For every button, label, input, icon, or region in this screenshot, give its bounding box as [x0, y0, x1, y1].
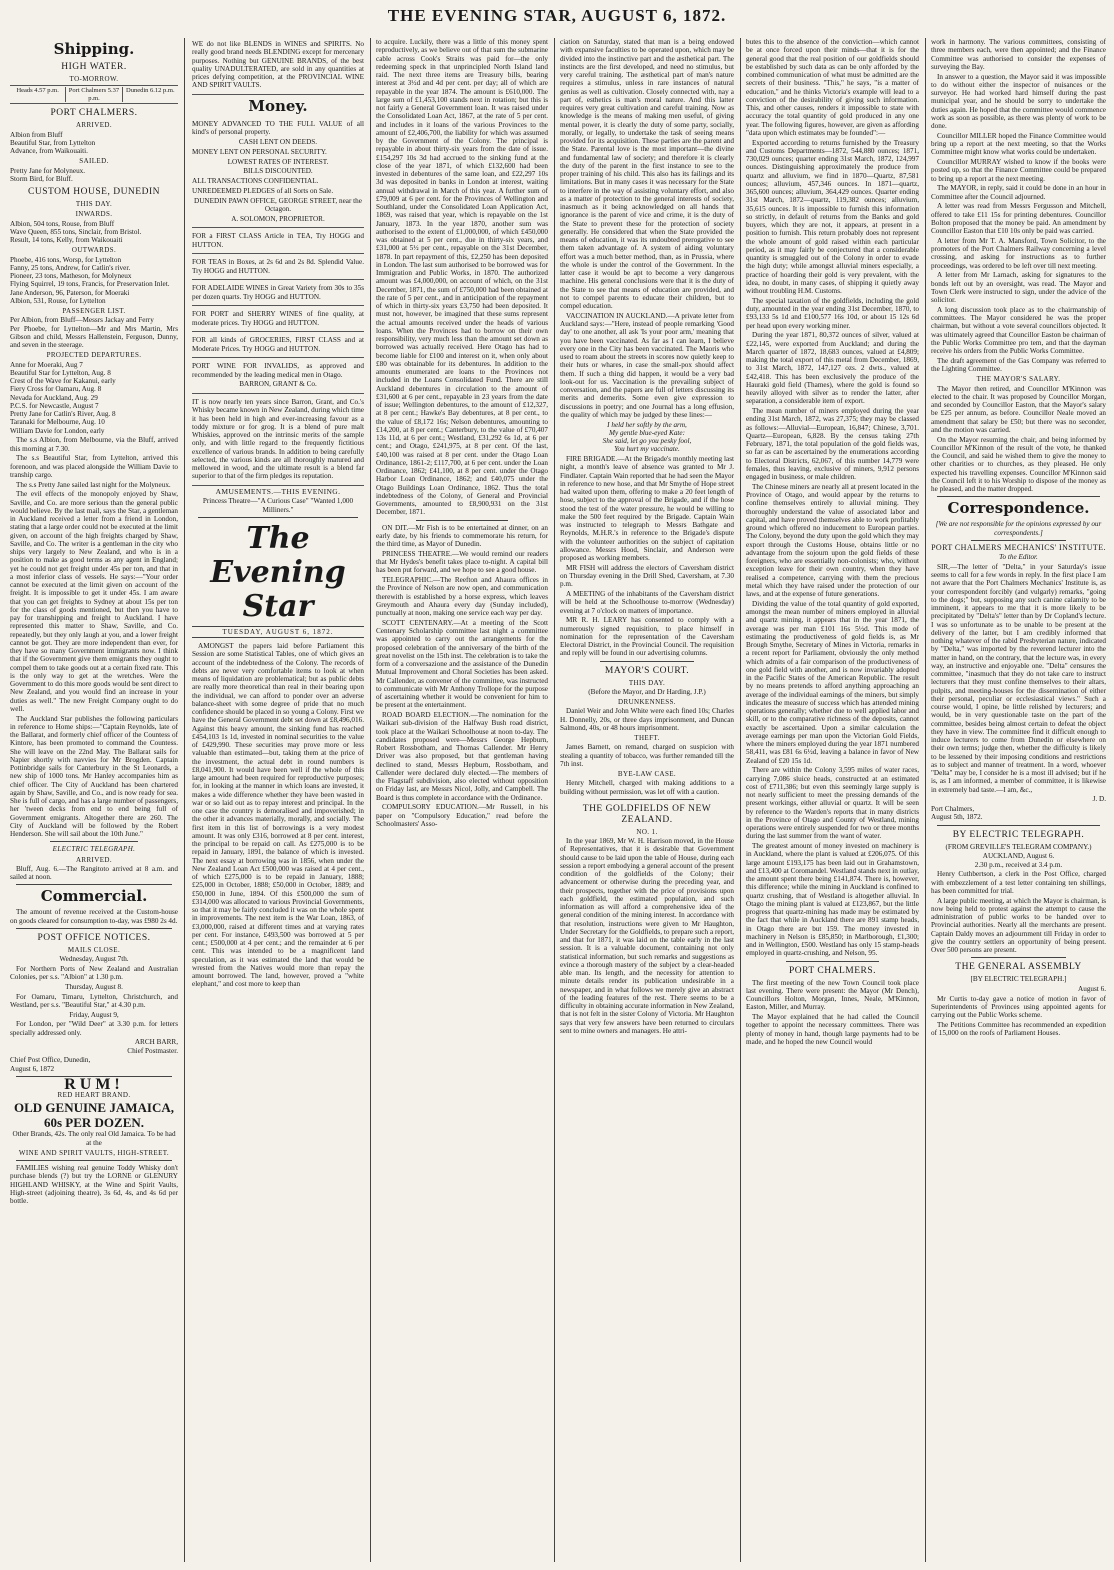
news-paragraph: The s.s Albion, from Melbourne, via the Bluff, arrived this morning at 7.30.: [10, 436, 178, 453]
this-day-label: THIS DAY.: [75, 200, 113, 208]
money-ad-line: DUNEDIN PAWN OFFICE, GEORGE STREET, near the Octagon.: [194, 196, 362, 213]
groceries-ad: [192, 334, 364, 358]
council-paragraph: Councillor MURRAY wished to know if the books were posted up, so that the Finance Committee could be prepared to bring up a report at the next meeting.: [931, 158, 1106, 183]
news-paragraph: MR R. H. LEARY has consented to comply with a numerously signed requisition, to place himself in nomination for the representation of the Caversham Electoral District, in the Provincial Council. The requisition and reply will be found in our advertising columns.: [560, 616, 734, 658]
money-ad-line: CASH LENT ON DEEDS.: [238, 138, 318, 146]
news-paragraph: The evil effects of the monopoly enjoyed by Shaw, Saville, and Co. are more serious than the general public would believe. By the last mail, says the Star, a gentleman in Auckland received a letter from a friend in London, stating that a large order could not be executed at the limit given, on account of the high freights charged by Shaw, Saville, and Co. The writer is a gentleman in the city who ships very largely to New Zealand, and who is in a position to make as good terms as any agent in England; yet he could not get freight under 45s per ton, and that in a most inferior class of vessels. He says:—"Your order cannot be executed at the limit given on account of the freight. It is impossible to get it under 45s. I am aware that you can get freights to Sydney at about 15s per ton for the class of goods mentioned, but then you have to pay for transhipping and freight to Auckland. I have represented this matter to Shaw, Saville, and Co. repeatedly, but they only laugh at you, and a lower freight cannot be got. They are more independent than ever, for they have so many Government immigrants now. I think that if the Government give them emigrants they ought to compel them to take goods out at a certain fixed rate. This is the only way to get at the wretches. Were the Government to do this more goods would be sent direct to New Zealand, and you would find an increase in your duties as well." The new Freight Company ought to do well.: [10, 490, 178, 713]
outwards-heading: OUTWARDS.: [71, 246, 117, 255]
barron-signature: BARRON, GRANT & Co.: [239, 380, 317, 389]
council-continued: work in harmony. The various committees, consisting of three members each, were then appointed; and the Finance Committee was authorised to consider the expenses of surveying the Bay.: [931, 38, 1106, 71]
tomorrow-label: TO-MORROW.: [69, 75, 119, 83]
rum-vaults: WINE AND SPIRIT VAULTS, HIGH-STREET.: [18, 1148, 170, 1157]
post-office-place: Chief Post Office, Dunedin, August 6, 1872: [10, 1056, 91, 1073]
telegraph-source: (FROM GREVILLE'S TELEGRAM COMPANY.): [945, 842, 1092, 851]
news-paragraph: SCOTT CENTENARY.—At a meeting of the Scott Centenary Scholarship committee last night a committee was appointed to carry out the arrangements for the proposed celebration of the anniversary of the birth of the great novelist on the 15th inst. The celebration is to take the form of a conversazione and the assistance of the Dunedin Mutual Improvement and Choral Societies has been asked. Mr Callender, as convener of the committee, was instructed to communicate with Mr Anthony Trollope for the purpose of ascertaining whether it would be convenient for him to be present at the entertainment.: [376, 618, 548, 710]
goldfields-paragraph: The mean number of miners employed during the year ending 31st March, 1872, was 27,375; they may be classed as follows:—Alluvial—European, 16,847; Chinese, 3,701. Quartz—European, 6,828. By the census taking 27th February, 1871, the total population of the gold fields was, so far as can be ascertained by the enumerations according to Electoral Districts, 62,067, of this number 14,779 were females, thus leaving, exclusive of miners, 9,912 persons engaged in business, or male children.: [746, 407, 919, 481]
goldfields-heading: THE GOLDFIELDS OF NEW ZEALAND.: [582, 803, 712, 825]
wines-ad: [192, 308, 364, 332]
general-assembly-source: [BY ELECTRIC TELEGRAPH.]: [970, 975, 1067, 984]
column-1: [10, 38, 178, 1562]
council-paragraph: The MAYOR, in reply, said it could be done in an hour in Committee after the Council adjourned.: [931, 184, 1106, 201]
council-paragraph: The Mayor explained that he had called the Council together to appoint the necessary committees. There was plenty of money in hand, though large payments had to be made, and he hoped the new Council would: [746, 1013, 919, 1046]
rum-brand: RED HEART BRAND.: [57, 1091, 131, 1099]
column-rule: [370, 38, 371, 1562]
telegraph-heading: ELECTRIC TELEGRAPH.: [52, 845, 136, 854]
news-paragraph: MR FISH will address the electors of Caversham district on Thursday evening in the Drill Shed, Caversham, at 7.30 p.m.: [560, 563, 734, 589]
goldfields-paragraph: The special taxation of the goldfields, including the gold duty, amounted in the year ending 31st December, 1870, to £93,133 5s 1d and £100,577 16s 10d, or about 15 12s 6d per head upon every working miner.: [746, 296, 919, 330]
rum-price: 60s PER DOZEN.: [43, 1115, 145, 1131]
column-rule: [925, 38, 926, 1562]
council-paragraph: The Mayor then retired, and Councillor M'Kinnon was elected to the chair. It was proposed by Councillor Morgan, and seconded by Councillor Easton, that the Mayor's salary be £25 per annum, as before. Councillor Neale moved an amendment that salary be £50; but there was no seconder, and the motion was carried.: [931, 384, 1106, 434]
news-paragraph: The s.s Beautiful Star, from Lyttelton, arrived this forenoon, and was placed alongside the William Davie to tranship cargo.: [10, 454, 178, 479]
goldfields-paragraph: Dividing the value of the total quantity of gold exported, amongst the mean number of miners employed in alluvial and quartz mining, it appears that in the year 1871, the average was per man £101 16s 5½d. This mode of estimating the productiveness of gold fields is, as Mr Brough Smythe, Secretary of Mines in Victoria, remarks in a recent report for Parliament, obviously the only method which admits of a fair comparison of the productiveness of one gold field with another, and is now invariably adopted in the Pacific States of the American Republic. The result by no means pretends to afford anything approaching an average of the individual earnings of the miners, but simply indicates the measure of success which has attended mining operations generally; whether due to well applied labor and skill, or to the comparative richness of the deposits, cannot exactly be ascertained. Upon a similar calculation the average earnings per man upon the Victorian Gold Fields, where the miners employed during the year 1871 numbered 58,411, was £81 6s 6½d, leaving a balance in favor of New Zealand of £20 15s 1d.: [746, 599, 919, 765]
arrived-list: Albion from Bluff Beautiful Star, from Lyttelton Advance, from Waikouaiti.: [10, 130, 96, 155]
theft-heading: THEFT.: [634, 734, 660, 742]
news-paragraph: ROAD BOARD ELECTION.—The nomination for the Waikari sub-division of the Halfway Bush road district, took place at the Waikari Schoolhouse at noon to-day. The candidates proposed were—Messrs George Hepburn, Robert Rossbotham, and Thomas Callender. Mr Henry Driver was also proposed, but that gentleman having declined to stand, Messrs Hepburn, Rossbotham, and Callender were declared duly elected.—The members of the Flagstaff subdivision, also elected without opposition on Friday last, are Messrs Nicol, Jolly, and Campbell. The Board is thus complete in accordance with the Ordinance.: [376, 711, 548, 802]
goldfields-paragraph: The Chinese miners are nearly all at present located in the Province of Otago, and would appear by the returns to confine themselves entirely to alluvial mining. They thoroughly understand the value of associated labor and capital, and have proved themselves able to work profitably ground which offered no inducement to European parties. The Colony, beyond the duty upon the gold which they may export through the Customs House, obtains little or no advantage from the sojourn upon the gold fields of these foreigners, who are essentially non-colonists; who, without exception leave for their own country, when they have realised a competence, carrying with them the precious metal which they have raised under the protection of our laws, and at the expense of future generations.: [746, 482, 919, 598]
tide-table: [10, 85, 178, 104]
poem: I held her softly by the arm, My gentle blue-eyed Kate: She said, let go you pesky fool, You hurt my vaccinate.: [602, 420, 692, 454]
port-wine-ad: [192, 360, 364, 394]
rum-title: OLD GENUINE JAMAICA,: [14, 1100, 174, 1116]
page-masthead: THE EVENING STAR, AUGUST 6, 1872.: [387, 6, 727, 25]
telegraph-arrived: ARRIVED.: [75, 855, 113, 864]
column-5: [746, 38, 919, 1562]
inwards-list: Albion, 504 tons, Rouse, from Bluff Wave Queen, 855 tons, Sinclair, from Bristol. Result, 14 tons, Kelly, from Waikouaiti: [10, 219, 142, 244]
divider: [50, 841, 138, 842]
correspondence-heading: Correspondence.: [947, 499, 1090, 518]
general-assembly-item: Mr Curtis to-day gave a notice of motion in favor of Superintendents of Provinces using appointed agents for carrying out the Public Works scheme.: [931, 994, 1106, 1020]
commercial-heading: Commercial.: [40, 887, 148, 906]
post-notice: For Northern Ports of New Zealand and Australian Colonies, per s.s. "Albion" at 1.30 p.m.: [10, 964, 178, 981]
whisky-ad: FAMILIES wishing real genuine Toddy Whisky don't purchase blends (?) but try the LORNE or GLENURY HIGHLAND WHISKY, at the Wine and Spirit Vaults, High-street (adjoining theatre), 3s 6d, 4s, and 4s 6d per bottle.: [10, 1164, 178, 1205]
post-date: Friday, August 9,: [69, 1010, 119, 1019]
money-ad: [192, 118, 364, 228]
projected-list: Anne for Moeraki, Aug 7 Beautiful Star for Lyttelton, Aug. 8 Crest of the Wave for Kakanui, early Fiery Cross for Oamaru, Aug. 8 Nevada for Auckland, Aug. 29 P.C.S. for Newcastle, August 7 Pretty Jane for Catlin's River, Aug. 8 Taranaki for Melbourne, Aug. 10 William Davie for London, early: [10, 360, 116, 435]
news-paragraph: VACCINATION IN AUCKLAND.—A private letter from Auckland says:—"Here, instead of people remarking 'Good day' to one another, all ask 'Is your poor arm,' meaning that you have been vaccinated. As far as I can learn, I believe every one in the City has been vaccinated. The Maoris who used to roam about the streets in scores now quietly keep to their huts or whares, in case the small-pox should affect them. If such a thing did happen, it would be a very bad look-out for us. Vaccination is the prevailing subject of conversation, and the papers are full of letters discussing its merits and demerits. Some even give expression to discussions in poetry; and one Journal has a long effusion, the quality of which may be judged by these lines:—: [560, 311, 734, 419]
money-ad-line: BILLS DISCOUNTED.: [243, 167, 313, 176]
goldfields-paragraph: There are within the Colony 3,595 miles of water races, carrying 7,086 sluice heads, constructed at an estimated cost of £711,386; but even this seemingly large supply is not nearly sufficient to meet the pressing demands of the present workings, either alluvial or quartz. It will be seen by reference to the Warden's reports that in many districts in the Province of Otago and County of Westland, mining operations were entirely suspended for two or three months during the last summer from the want of water.: [746, 766, 919, 841]
general-assembly-item: The Petitions Committee has recommended an expedition of 15,000 on the roofs of Parliament Houses.: [931, 1021, 1106, 1038]
projected-heading: PROJECTED DEPARTURES.: [46, 351, 142, 360]
column-4: [560, 38, 734, 1562]
money-ad-line: MONEY ADVANCED TO THE FULL VALUE of all kind's of personal property.: [192, 120, 364, 137]
leader-article-continued: to acquire. Luckily, there was a little of this money spent reproductively, as we believe out of that sum the submarine cable across Cook's Straits was paid for—the only redeeming speck in that unprincipled North Island land raid. The next three items are Treasury bills, bearing interest at 3½d and 4d per cent. per day; all of which are repayable in the year 1874. The amount is £610,000. The large sum of £1,453,100 stands next in rotation; but this is not fairly a General Government loan. It was raised under the Consolidated Loan Act, 1867, at the rate of 5 per cent. and includes in it loans of the various Provinces to the amount of £2,406,700, the liability for which was assumed by the Government of the Colony. The principal is repayable in about thirty-six years from the date of issue. £154,297 10s 3d had accrued to the sinking fund at the close of the year 1871, of which £132,600 had been invested in debentures of the same loan, and £22,297 10s 3d was deposited in banks in London at interest, waiting annual withdrawal in March of this year. A further sum of £79,009 at 6 per cent. for the Provinces of Wellington and Southland, under the Consolidated Loan Application Act, 1869, was raised that year, which is repayable on the 1st January, 1873. In the year 1870, another sum was authorised to the extent of £1,000,000, of which £450,000 was obtained at 5 per cent., due in thirty-six years, and £31,000 at 5½ per cent., repayable on the 31st December, 1878. In part repayment of this, £2,250 has been deposited in London. The last sum authorised to be borrowed was for Immigration and Public Works, in 1870. The authorized amount was £4,000,000, on account of which, on the 31st December, 1871, the sum of £750,000 had been obtained at the rate of 5 per cent., and in anticipation of the repayment of which in thirty-six years £3,750 had been deposited. It must not, however, be imagined that these sums represent the actual amounts received under the heads of various loans. When the Provinces had to borrow on their own responsibility, very much less than the amount set down as borrowed was actually received. Here Otago has had to become liable for £100 and interest on it, when only about £80 was obtainable for its debentures. In addition to the amounts enumerated are loans to the Provinces not included in the Loans Consolidated Fund. There are still Auckland debentures in circulation to the amount of £31,600 at 6 per cent., repayable in 23 years from the date of issue; Wellington debentures, to the amount of £12,327, at 8 per cent.; Hawke's Bay debentures, at 8 per cent., to the value of £8,172 16s; Nelson debentures, amounting to £14,200, at 8 per cent.; Canterbury, to the value of £70,407 13s 11d, at 6 per cent.; Westland, £31,292 6s 1d, at 6 per cent.; and Otago, £241,975, at 8 per cent. Of the last, £40,100 was raised at 8 per cent. under the Otago Loan Ordinance, 1861-2; £117,700, at 6 per cent. under the Loan Ordinance, 1862; £41,100, at 8 per cent. under the Otago Harbor Loan Ordinance, 1862; and £40,075 under the Otago Buildings Loan Ordinance, 1862. Thus the total indebtedness of the Colony, of General and Provincial Governments, amounted to £8,900,931 on the 31st December, 1871.: [376, 38, 548, 517]
shipping-heading: Shipping.: [53, 40, 135, 58]
money-heading: Money.: [248, 97, 308, 115]
postmaster-signature: ARCH BARR, Chief Postmaster.: [127, 1038, 178, 1055]
goldfields-paragraph: Exported according to returns furnished by the Treasury and Customs Departments—1872, 544,880 ounces; 1871, 730,029 ounces; quarter ending 31st March, 1872, 124,997 ounces. Distinguishing approximately the produce from quartz and alluvium, we find in 1870—Quartz, 87,581 ounces; alluvium, 457,346 ounces. In 1871—quartz, 365,600 ounces; alluvium, 364,429 ounces. Quarter ending 31st March, 1872—quartz, 119,382 ounces; alluvium, 35,615 ounces. It is impossible to furnish this information so strictly, in default of returns from the Banks and gold buyers, which they are not, it appears, at present in a position to furnish. This return probably does not represent the whole amount of gold raised within each particular period, as it may fairly be conjectured that a considerable quantity is smuggled out of the Colony in order to evade the high duty; while amongst alluvial miners especially, a practice of hoarding their gold is very prevalent, with the idea, no doubt, in many cases, of shipping it quietly away without troubling H.M. Customs.: [746, 138, 919, 295]
council-paragraph: Councillor MILLER hoped the Finance Committee would bring up a report at the next meeting, so that the Works Committee might know what works could be undertaken.: [931, 131, 1106, 157]
passenger-list: Per Albion, from Bluff—Messrs Jackay and Ferry Per Phoebe, for Lyttelton—Mr and Mrs Martin, Mrs Gibson and child, Messrs Hallenstein, Ferguson, Dunny, and seven in the steerage.: [10, 316, 178, 349]
tide-heads: Heads 4.57 p.m.: [10, 87, 66, 102]
rum-ad-heading: RUM!: [64, 1075, 124, 1093]
council-paragraph: The first meeting of the new Town Council took place last evening. There were present: the Mayor (Mr Dench), Councillors Holton, Morgan, Innes, Neale, M'Kinnon, Easton, Miller, and Murray.: [746, 978, 919, 1012]
council-paragraph: On the Mayor resuming the chair, and being informed by Councillor M'Kinnon of the result of the vote, he thanked the Council, and said he wished them to give the money to other charities or to churches, as they pleased. He only expected his travelling expenses. Councillor M'Kinnon said the Council left it to his Worship to dispose of the money as he pleased, and the matter dropped.: [931, 435, 1106, 493]
wines-ad-text: FOR PORT and SHERRY WINES of fine quality, at moderate prices. Try HOGG and HUTTON.: [192, 310, 364, 327]
high-water-heading: HIGH WATER.: [61, 62, 127, 72]
post-date: Wednesday, August 7th.: [59, 955, 129, 963]
council-paragraph: A letter from Mr T. A. Mansford, Town Solicitor, to the promoters of the Port Chalmers Railway concerning a level crossing, and asking for instructions as to further proceedings, was ordered to be left over till next meeting.: [931, 236, 1106, 270]
column-2: [192, 38, 364, 1562]
news-paragraph: FIRE BRIGADE.—At the Brigade's monthly meeting last night, a month's leave of absence was granted to Mr J. Findlater. Captain Wain reported that he had seen the Mayor in reference to new hose, and that Mr Smythe of Hope street had waited upon them, offering to make a 20 feet length of hose, subject to the approval of the Brigade, and if the hose stood the test of the water pressure, he would be willing to make the 500 feet required by the Brigade. Captain Wain was instructed to telegraph to Messrs Bathgate and Reynolds, M.H.R.'s in reference to the Brigade's dispute with the volunteer authorities on the subject of capitation allowance. Messrs Hood, Sinclair, and Anderson were proposed as working members.: [560, 455, 734, 562]
news-paragraph: PRINCESS THEATRE.—We would remind our readers that Mr Hydes's benefit takes place to-night. A capital bill has been put forward, and we hope to see a good house.: [376, 549, 548, 575]
divider: [971, 957, 1066, 958]
bylaw-heading: BYE-LAW CASE.: [617, 770, 677, 778]
divider: [786, 961, 879, 962]
letter-body: SIR,—The letter of "Delta," in your Saturday's issue seems to call for a few words in reply. In the first place I am not aware that the Port Chalmers Mechanics' Institute is, as your correspondent forcibly (and vulgarly) remarks, "going to the dogs;" but, supposing any such canine calamity to be imminent, it appears to me that it is more likely to be precipitated by "Delta's" letter than by Dr Copland's lecture. I was so unfortunate as to be unable to be present at the delivery of the latter, but I am credibly informed that nothing whatever of the rabid Presbyterian nature, indicated by "Delta," was imported by the reverend lecturer into the matter in hand, on the contrary, that the lecture was, in every way, an instructive and enjoyable one. "Delta" censures the committee, "inasmuch that they do not take care to instruct lecturers that they must confine themselves to their altars, pulpits, and meeting-houses for the dissemination of either their personal, peculiar or ecclesiastical views." Such a course would, I opine, be little relished by lecturers; and would, be in very questionable taste on the part of the committee, besides being almost certain to defeat the object they have in view. The committee find it difficult enough to induce lecturers to come from Dunedin or elsewhere on their own terms; judge then, whether the difficulty is likely to be lessened by their imposing conditions and restrictions as to subject and manner of treatment. In a word, whoever "Delta" may be, I consider he is a most ill advised; but if he is, as I am informed, a member of committee, it is likewise in extremely bad taste.—I am, &c.,: [931, 562, 1106, 794]
sailed-list: Pretty Jane for Molyneux. Storm Bird, for Bluff.: [10, 166, 86, 183]
rum-text: Other Brands, 42s. The only real Old Jamaica. To be had at the: [12, 1130, 176, 1147]
divider: [16, 884, 172, 885]
passenger-heading: PASSENGER LIST.: [62, 307, 126, 315]
divider: [16, 1160, 172, 1161]
column-3: [376, 38, 548, 1562]
divider: [600, 661, 694, 662]
post-office-heading: POST OFFICE NOTICES.: [37, 932, 151, 943]
column-rule: [184, 38, 185, 1562]
column-rule: [740, 38, 741, 1562]
news-paragraph: The Auckland Star publishes the following particulars in reference to Home ships:—"Captain Reynolds, late of the Ballarat, and formerly chief officer of the Countess of Kintore, has been promoted to command the Countess. She will leave on the 22nd May. The Ballarat sails for Napier shortly with navvies for Mr Brogden. Captain Pottinbridge sails for Canterbury in the St Leonards, a new ship of 1000 tons. Mr Hanley accompanies him as chief officer. The City of Auckland has been chartered again by Shaw, Saville, and Co., and is now ready for sea. She is full of cargo, and has a large number of passengers, her 'tween decks from end to end being full of Government emigrants. Altogether there are 260. The City of Auckland will be followed by the Robert Henderson. She will sail about the 10th June.": [10, 714, 178, 838]
mails-close-heading: MAILS CLOSE.: [67, 945, 121, 954]
tea-ad: [192, 256, 364, 280]
port-wine-text: PORT WINE FOR INVALIDS, as approved and recommended by the leading medical men in Otago.: [192, 362, 364, 379]
divider: [971, 540, 1066, 541]
tide-port-chalmers: Port Chalmers 5.37 p.m.: [66, 87, 122, 102]
general-assembly-heading: THE GENERAL ASSEMBLY: [955, 962, 1082, 973]
wines-ad: [192, 282, 364, 306]
drunkenness-heading: DRUNKENNESS.: [618, 698, 676, 706]
tea-ad-text: FOR a FIRST CLASS Article in TEA, Try HOGG and HUTTON.: [192, 232, 364, 249]
post-notice: For Oamaru, Timaru, Lyttelton, Christchurch, and Westland, per s.s. "Beautiful Star," at 4.30 p.m.: [10, 992, 178, 1009]
outwards-list: Phoebe, 416 tons, Worsp, for Lyttelton Fanny, 25 tons, Andrew, for Catlin's river. Pioneer, 23 tons, Matheson, for Molyneux Flying Squirrel, 19 tons, Francis, for Preservation Inlet. Jane Anderson, 96, Paterson, for Moeraki Albion, 531, Rouse, for Lyttelton: [10, 255, 170, 305]
money-ad-line: UNREDEEMED PLEDGES of all Sorts on Sale.: [192, 186, 334, 195]
council-paragraph: In answer to a question, the Mayor said it was impossible to do without either the inspector of nuisances or the surveyor. He had worked hard himself during the past municipal year, and he should be sorry to undertake the duties again. He hoped that the committee would commence work as soon as possible, as there was plenty of work to be done.: [931, 72, 1106, 130]
council-paragraph: A long discussion took place as to the chairmanship of committees. The Mayor considered he was the proper chairman, but without a vote several councillors objected. It was ultimately agreed that Councillor Easton be chairman of the Public Works Committee pro tem, and that the dayman receive his orders from the Public Works Committee.: [931, 305, 1106, 355]
amusements-text: Princess Theatre—"A Curious Case" "Wanted 1,000 Milliners.": [202, 497, 354, 514]
evening-star-nameplate: The Evening Star: [210, 520, 346, 624]
divider: [16, 928, 172, 929]
goldfields-number: NO. 1.: [636, 827, 658, 836]
telegraph-item: A large public meeting, at which the Mayor is chairman, is now being held to protest against the attempt to cause the administration of public works to be handed over to Provincial authorities. Nearly all the merchants are present. Captain Daldy moves an adjournment till Friday in order to give the country settlers an opportunity of being present. Over 500 persons are present.: [931, 896, 1106, 954]
tea-ad: [192, 230, 364, 254]
telegraph-dateline: AUCKLAND, August 6. 2.30 p.m., received at 3.4 p.m.: [974, 852, 1063, 869]
news-paragraph: TELEGRAPHIC.—The Reefton and Ahaura offices in the Province of Nelson are now open, and communication therewith is established by a horse express, which leaves Greymouth and Ahaura every day (Sunday included), punctually at noon, making one service each way per day.: [376, 576, 548, 617]
council-paragraph: A letter was read from Messrs Fergusson and Mitchell, offered to take £11 15s for printing debentures. Councillor Bolton proposed that the money be paid. An amendment by Councillor Easton that £10 10s only be paid was carried.: [931, 202, 1106, 235]
goldfields-article: In the year 1869, Mr W. H. Harrison moved, in the House of Representatives, that it is desirable that Government should cause to be laid upon the table of House, during each session a report embodying a general account of the present condition of the goldfields of the Colony; their advancement or otherwise during the preceding year, and their prospects, together with the price of provisions upon each goldfield, the estimated population, and such information as will afford a comprehensive idea of the general condition of the mining interest. In accordance with that resolution, instructions were given to Mr Haughton, Under Secretary for the Goldfields, to prepare such a report, and that for 1871, it was laid on the table early in the last session. It is a valuable document, containing not only statistical information, but such remarks and suggestions as evince a thorough mastery of the subject by a clear-headed able man. Its length, and the necessity for attention to minute details render its publication undesirable in a newspaper, and in what follows we merely give an abstract of the leading features of the rest. There seems to be a difficulty in obtaining accurate information in New Zealand, that is not felt in the sister Colony of Victoria. Mr Haughton says that very few answers have been returned to circulars sent to mine owners and managers. He attri-: [560, 837, 734, 1035]
groceries-ad-text: FOR all kinds of GROCERIES, FIRST CLASS and at Moderate Prices. Try HOGG and HUTTON.: [192, 336, 364, 353]
mayors-court-bench: (Before the Mayor, and Dr Harding, J.P.): [588, 687, 706, 696]
divider: [198, 517, 358, 518]
dateline: TUESDAY, AUGUST 6, 1872.: [192, 626, 364, 638]
port-chalmers-heading: PORT CHALMERS.: [50, 108, 138, 119]
mayors-court-day: THIS DAY.: [628, 678, 666, 687]
whisky-ad-text: IT is now nearly ten years since Barron, Grant, and Co.'s Whisky became known in New Zealand, during which time it has been held in high and ever-increasing favour as a toddy mixture or for grog. It is a blend of pure malt Whiskies, approved on the intrinsic merits of the sample only, and with little regard to the frequently fictitious excellence of various brands. In addition to being carefully selected, the various kinds are all thoroughly matured and mellowed in wood, and the ultimate result is a blend far superior to that of the firm pledges its reputation.: [192, 398, 364, 481]
whisky-ad: [192, 396, 364, 486]
customs-heading: CUSTOM HOUSE, DUNEDIN: [28, 187, 160, 197]
divider: [600, 799, 694, 800]
goldfields-continued: butes this to the absence of the conviction—which cannot be at once forced upon their minds—that it is for the general good that the real position of our goldfields should be established by such data as can be only afforded by the combined communication of what must be admitted are the secrets of their business. "This," he says, "is a matter of education," and he thinks Victoria's example will lead to a conviction of the desirability of giving such information. This, and other causes, renders it impossible to state with accuracy the total quantity of gold produced in any one year. The following figures, however, are given as affording "data upon which estimates may be founded":—: [746, 38, 919, 137]
mayors-salary-heading: THE MAYOR'S SALARY.: [976, 375, 1061, 384]
council-paragraph: A letter from Mr Larnach, asking for signatures to the bonds left out by an oversight, was read. The Mayor and Town Clerk were instructed to sign, under the advice of the solicitor.: [931, 271, 1106, 304]
divider: [937, 825, 1100, 826]
news-paragraph: ON DIT.—Mr Fish is to be entertained at dinner, on an early date, by his friends to commemorate his return, for the third time, as Mayor of Dunedin.: [376, 523, 548, 548]
news-paragraph: The s.s Pretty Jane sailed last night for the Molyneux.: [16, 480, 171, 489]
post-notice: For London, per "Wild Deer" at 3.30 p.m. for letters specially addressed only.: [10, 1020, 178, 1037]
correspondence-note: [We are not responsible for the opinions expressed by our correspondents.]: [935, 520, 1102, 537]
court-case: James Barnett, on remand, charged on suspicion with stealing a quantity of tobacco, was further remanded till the 7th inst.: [560, 743, 734, 768]
sailed-heading: SAILED.: [79, 157, 109, 166]
letter-signature: J. D.: [1092, 795, 1106, 804]
commercial-text: The amount of revenue received at the Custom-house on goods cleared for consumption to-day, was £980 2s 4d.: [10, 908, 178, 925]
letter-salutation: To the Editor.: [999, 553, 1038, 561]
arrived-heading: ARRIVED.: [75, 121, 113, 130]
goldfields-paragraph: During the year 1871, 80,372 ounces of silver, valued at £22,145, were exported from Auckland; and during the March quarter of 1872, 18,683 ounces, valued at £4,809; making the total export of this metal from December, 1869, to 31st March, 1872, 147,127 ozs. 2 dwts., valued at £42,418. This has been exclusively the produce of the Hauraki gold field (Thames), where the gold is found so heavily alloyed with silver as to render the latter, after separation, a considerable item of export.: [746, 331, 919, 406]
council-paragraph: The draft agreement of the Gas Company was referred to the Lighting Committee.: [931, 356, 1106, 373]
mayors-court-heading: MAYOR'S COURT.: [604, 665, 690, 676]
leader-article: AMONGST the papers laid before Parliament this Session are some Statistical Tables, one of which gives an account of the indebtedness of the Colony. The records of debts are never very comfortable items to look at when means of liquidation are problematical; but as public debts are really more theoretical than real in their bearing upon the individual, we can afford to ponder over an adverse balance-sheet with some degree of pride that no much confidence should be placed in so young a Colony. First we have the General Government debt set down at £8,496,016. Against this heavy amount, the sinking fund has reached £454,103 1s 1d, invested in nominal securities to the value of £429,990. These securities may prove more or less valuable than estimated—but, taking them at the price of the investment, the actual debt in round numbers is £8,041,900. It would have been well if the whole of this large amount had been required for reproductive purposes; for, in looking at the manner in which loans are invested, it makes a wide difference whether they have been wasted in war or so laid out as to repay interest and principal. In the one case the country is demoralised and impoverished; in the other it advances materially, morally, and socially. The first item in this list of borrowings is a very modest amount. It was only £316, borrowed at 8 per cent. interest, the principal to be repaid on call. As £275,000 is to be repaid in January, 1891, the balance of which is invested. The next essay at borrowing was in 1856, when under the New Zealand Loan Act £500,000 was raised at 4 per cent., of which £275,000 is to be repaid in January, 1888; £25,000 in October, 1888; £50,000 in October, 1889; and £50,000 in June, 1894. Of this £500,000 the sum of £314,000 was allocated to various Provincial Governments, so that it may be fairly concluded it was on the whole spent in improvements. The next item is the War Loan, 1863, of £3,000,000, raised at different times and at varying rates per cent. For instance, £493,500 was borrowed at 5 per cent.; £500,000 at 4 per cent.; and the remainder at 6 per cent. This was intended to be a magnificent land speculation, as it was estimated the land that would be wrested from the Natives would more than repay the amount borrowed. The land, however, proved a "white elephant," and cost more to keep than: [192, 642, 364, 989]
letter-place: Port Chalmers, August 5th, 1872.: [931, 805, 983, 822]
news-paragraph: COMPULSORY EDUCATION.—Mr Russell, in his paper on "Compulsory Education," read before the Schoolmasters' Asso-: [376, 803, 548, 828]
tide-dunedin: Dunedin 6.12 p.m.: [126, 87, 175, 95]
wines-ad-text: FOR ADELAIDE WINES in Great Variety from 30s to 35s per dozen quarts. Try HOGG and HUTTON.: [192, 284, 364, 301]
letter-title: PORT CHALMERS MECHANICS' INSTITUTE.: [931, 542, 1106, 552]
post-date: Thursday, August 8.: [65, 982, 123, 991]
money-ad-line: LOWEST RATES OF INTEREST.: [227, 157, 329, 166]
column-6: [931, 38, 1106, 1562]
blends-ad: [192, 38, 364, 95]
blends-ad-text: WE do not like BLENDS in WINES and SPIRITS. No really good brand needs BLENDING except for mercenary purposes. Nothing but GENUINE BRANDS, of the best quality UNADULTERATED, are sold in any quantities at prices defying competition, at the PROVINCIAL WINE AND SPIRIT VAULTS.: [192, 40, 364, 90]
port-chalmers-council-heading: PORT CHALMERS.: [788, 965, 877, 976]
money-ad-line: A. SOLOMON, PROPRIETOR.: [231, 214, 325, 223]
money-ad-line: ALL TRANSACTIONS CONFIDENTIAL.: [192, 177, 319, 185]
amusements-heading: AMUSEMENTS.—THIS EVENING.: [215, 487, 341, 496]
court-case: Henry Mitchell, charged with making additions to a building without permission, was let off with a caution.: [560, 779, 734, 796]
general-assembly-date: August 6.: [1078, 985, 1106, 993]
court-case: Daniel Weir and John White were each fined 10s; Charles H. Donnelly, 20s, or three days imprisonment, and Duncan Salmond, 40s, or 48 hours imprisonment.: [560, 707, 734, 732]
telegraph-text: Bluff, Aug. 6.—The Rangitoto arrived at 8 a.m. and sailed at noon.: [10, 864, 178, 881]
inwards-heading: INWARDS.: [75, 210, 113, 219]
telegraph-heading: BY ELECTRIC TELEGRAPH.: [952, 829, 1085, 840]
goldfields-paragraph: The greatest amount of money invested on machinery is in Auckland, where the plant is valued at £206,075. Of this large amount £193,175 has been laid out in Grahamstown, and £13,400 at Coromandel. Westland stands next in outlay, the amount spent there being £141,874. There is, however, this difference; while the mining in Auckland is confined to quartz crushing, that of Westland is altogether alluvial. In Otago the mining plant is valued at £123,867, but the little progress that quartz-mining has made may be estimated by the fact that while in Auckland there are 891 stamp heads, in Otago there are but 159. The money invested in machinery in Nelson is £85,850; in Marlborough, £1,300; and in Wellington, £500. Westland has only 15 stamp-heads employed in quartz-crushing, and Nelson, 95.: [746, 842, 919, 958]
divider: [937, 496, 1100, 497]
tea-ad-text: FOR TEAS in Boxes, at 2s 6d and 2s 8d. Splendid Value. Try HOGG and HUTTON.: [192, 258, 364, 275]
column-rule: [554, 38, 555, 1562]
telegraph-item: Henry Cuthbertson, a clerk in the Post Office, charged with embezzlement of a test letter containing ten shillings, has been committed for trial.: [931, 870, 1106, 895]
divider: [416, 520, 508, 521]
education-article: ciation on Saturday, stated that man is a being endowed with expansive faculties to be operated upon, which may be divided into the instinctive part and the æsthetical part. The instincts are the first developed, and need no stimulus, but very careful training. The æsthetical part of man's nature requires a stimulus, unless in rare instances of natural genius as well as cultivation. Closely connected with, nay a part of, esthetics is man's moral nature. And this latter requires very great cultivation and careful training. Now as knowledge is the means of making men useful, of giving mental power, it is clearly the duty of some party, socially, morally, or legally, to undertake the task of seeing means provided for its acquisition. These parties are the parent and the State. Parental love is the most important—the divine and fundamental law of society; and therefore it is clearly the duty of the parent in the first instance to see to the proper training of his child. This also has its failings and its limitations. But in many cases it was necessary for the State to interfere in the way of assisting voluntary effort, and also as a matter of protection to the general interests of society, inasmuch as it being acknowledged on all hands that ignorance is the parent of vice and crime, it is the duty of the State to prevent these for the protection of society generally. He considered that when the State provided the means of education, it was its undoubted prerogative to see them taken advantage of. A system of aiding voluntary effort was a much better method, than, as in Prussia, where the whole is under the control of the Government. In the latter case it would be apt to become a very dangerous machine. His general conclusions were that it is the duty of the State to see that means of education are provided, and not to compel parents to educate their children, but to compel education.: [560, 38, 734, 310]
news-paragraph: A MEETING of the inhabitants of the Caversham district will be held at the Schoolhouse to-morrow (Wednesday) evening at 7 o'clock on matters of importance.: [560, 590, 734, 615]
money-ad-line: MONEY LENT ON PERSONAL SECURITY.: [192, 147, 327, 156]
